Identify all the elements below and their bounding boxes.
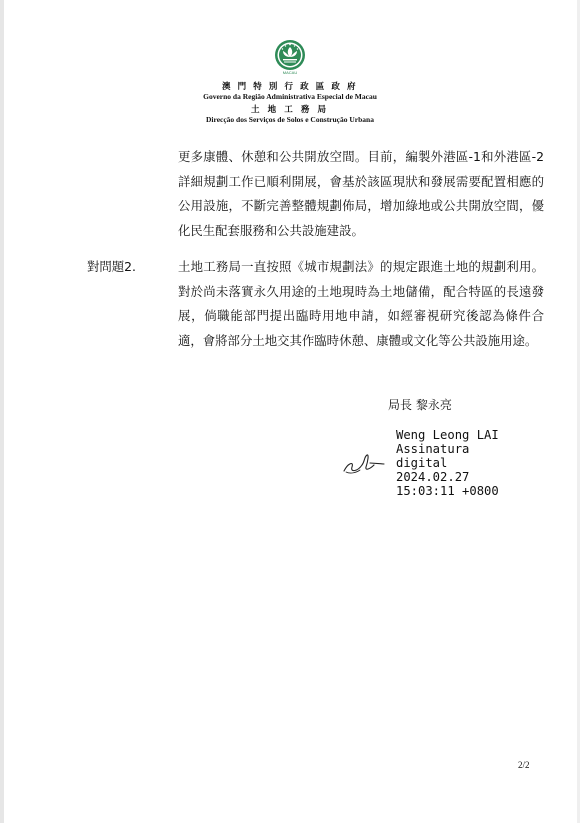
handwritten-signature-icon xyxy=(340,443,388,479)
digital-signature-block xyxy=(396,428,499,498)
answer-paragraph: 土地工務局一直按照《城市規劃法》的規定跟進土地的規劃利用。對於尚未落實永久用途的土地現時為土地儲備，配合特區的長遠發展，倘職能部門提出臨時用地申請，如經審視研究後認為條件合適，會將部分土地交其作臨時休憩、康體或文化等公共設施用途。 xyxy=(178,259,544,348)
signature-label-2: digital xyxy=(396,456,448,470)
signature-time: 15:03:11 +0800 xyxy=(396,484,499,498)
signature-date: 2024.02.27 xyxy=(396,470,470,484)
page-number: 2/2 xyxy=(518,760,530,770)
org-name-pt: Governo da Região Administrativa Especial de Macau xyxy=(203,92,377,101)
macau-emblem-icon xyxy=(268,38,312,76)
signer-name: Weng Leong LAI xyxy=(396,428,499,442)
org-name-cn: 澳 門 特 別 行 政 區 政 府 xyxy=(221,81,358,91)
svg-text:MACAU: MACAU xyxy=(282,70,298,75)
continuation-paragraph: 更多康體、休憩和公共開放空間。目前，編製外港區-1和外港區-2詳細規劃工作已順利開展，會基於該區現狀和發展需要配置相應的公用設施，不斷完善整體規劃佈局，增加綠地或公共開放空間，優化民生配套服務和公共設施建設。 xyxy=(178,149,544,238)
signature-label: Assinatura xyxy=(396,442,470,456)
director-title: 局長 黎永亮 xyxy=(388,398,452,412)
answer-label: 對問題2. xyxy=(87,259,136,274)
dept-name-cn: 土 地 工 務 局 xyxy=(250,104,329,114)
dept-name-pt: Direcção dos Serviços de Solos e Construção Urbana xyxy=(206,115,374,124)
